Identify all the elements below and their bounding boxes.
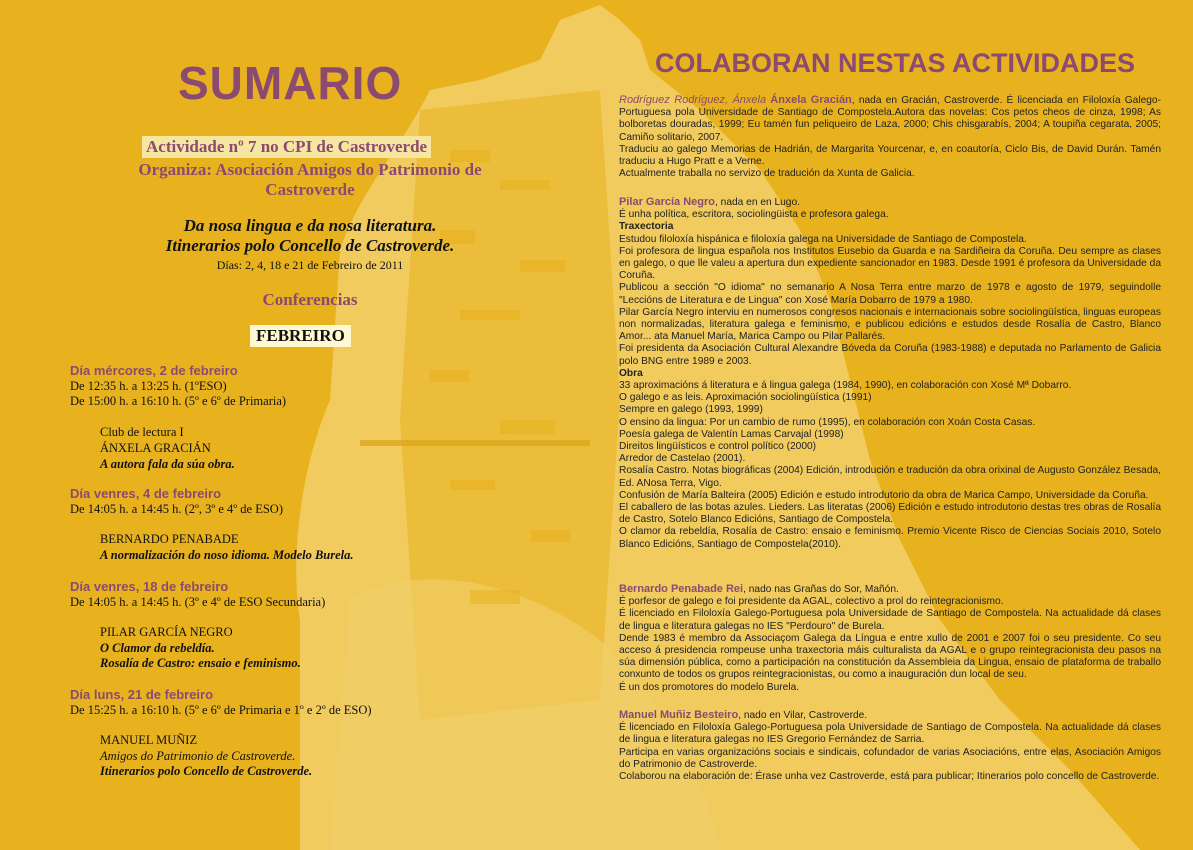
theme-line-1: Da nosa lingua e da nosa literatura. [183, 216, 437, 235]
activity-label: Actividade nº 7 no CPI de Castroverde [142, 136, 431, 158]
bio-name: Manuel Muñiz Besteiro [619, 709, 739, 721]
bio-line: É un dos promotores do modelo Burela. [619, 681, 800, 693]
bio-intro: , nada en en Lugo. [715, 197, 800, 208]
bio-line: É porfesor de galego e foi presidente da AGAL, colectivo a prol do reintegracionismo. [619, 596, 1004, 608]
speaker-name: ÁNXELA GRACIÁN [100, 441, 211, 455]
bio-line: Participa en varias organizacións sociais e sindicais, cofundador de varias Asociacións, entre elas, Asociación Amigos do Patrimonio de Castroverde. [619, 746, 1161, 770]
bio-line: O ensino da lingua: Por un cambio de rumo (1995), en colaboración con Xoán Costa Casas. [619, 416, 1036, 428]
day-heading: Día luns, 21 de febreiro [70, 687, 214, 702]
talk-title: A normalización do noso idioma. Modelo Burela. [100, 548, 354, 562]
speaker-name: PILAR GARCÍA NEGRO [100, 625, 233, 639]
bio-line: Colaborou na elaboración de: Érase unha vez Castroverde, está para publicar; Itinerarios polo concello de Castroverde. [619, 771, 1160, 783]
bio-section-heading: Obra [619, 367, 643, 379]
dates-text: Días: 2, 4, 18 e 21 de Febreiro de 2011 [216, 258, 404, 272]
bio-line: É licenciado en Filoloxía Galego-Portuguesa pola Universidade de Santiago de Compostela. Na actualidade dá clases de lingua e literatura galegas no IES "Perdouro" de Burela. [619, 608, 1161, 632]
bio-line: Actualmente traballa no servizo de tradución da Xunta de Galicia. [619, 168, 915, 180]
talk-title: A autora fala da súa obra. [100, 457, 235, 471]
bio-line: Rosalía Castro. Notas biográficas (2004) Edición, introdución e tradución da obra orixinal de Augusto González Besada, Ed. ANosa Terra, Vigo. [619, 465, 1161, 489]
speaker-name: BERNARDO PENABADE [100, 532, 239, 546]
bio-manuel [619, 709, 1161, 783]
day-heading: Día mércores, 2 de febreiro [70, 363, 238, 378]
bio-line: O clamor da rebeldía, Rosalía de Castro: ensaio e feminismo. Premio Vicente Risco de Ciencias Sociais 2010, Sotelo Blanco Edicións, Santiago de Compostela(2010). [619, 526, 1161, 550]
day-heading: Día venres, 4 de febreiro [70, 486, 222, 501]
conferences-label: Conferencias [262, 290, 358, 309]
bio-line: É unha política, escritora, sociolingüista e profesora galega. [619, 209, 889, 221]
bio-line: O galego e as leis. Aproximación sociolingüística (1991) [619, 392, 872, 404]
bio-name: Bernardo Penabade Rei [619, 583, 744, 595]
bio-line: Confusión de María Balteira (2005) Edición e estudo introdutorio da obra de Marica Campo, Universidade da Coruña. [619, 489, 1149, 501]
bio-intro: , nado en Vilar, Castroverde. [738, 710, 868, 721]
bio-line: , nada en Gracián, Castroverde. É licenciada en Filoloxía Galego-Portuguesa pola Universidade de Santiago de Compostela.Autora das novelas: Cos petos cheos de cinza, 1998; As bolboretas douradas, 1999; Eu tamén fun peliqueiro de Laza, 2000; Chis chisgarabís, 2004; A toupiña cegarata, 2005; Camiño solitario, 2007. [619, 95, 1161, 143]
bio-line: Traduciu ao galego Memorias de Hadrián, de Margarita Yourcenar, e, en coautoría, Ciclo Bis, de David Durán. Tamén traduciu a Hugo Pratt e a Verne. [619, 143, 1161, 168]
bio-section-heading: Traxectoria [619, 221, 674, 233]
theme-line-2: Itinerarios polo Concello de Castroverde. [165, 236, 455, 255]
speaker-affiliation: Amigos do Patrimonio de Castroverde. [100, 749, 296, 763]
bio-line: Foi presidenta da Asociación Cultural Alexandre Bóveda da Coruña (1983-1988) e deputada no Parlamento de Galicia polo BNG entre 1989 e 2003. [619, 343, 1161, 367]
bio-anxela [619, 94, 1161, 180]
talk-title: Rosalía de Castro: ensaio e feminismo. [100, 656, 301, 670]
bio-line: Poesía galega de Valentín Lamas Carvajal (1998) [619, 428, 844, 440]
bio-line: 33 aproximacións á literatura e á lingua galega (1984, 1990), en colaboración con Xosé Mª Dobarro. [619, 380, 1072, 392]
bio-line: Estudou filoloxía hispánica e filoloxía galega na Universidade de Santiago de Compostela. [619, 233, 1027, 245]
collaborators-title: COLABORAN NESTAS ACTIVIDADES [655, 48, 1136, 78]
schedule-time: De 15:25 h. a 16:10 h. (5º e 6º de Primaria e 1º e 2º de ESO) [70, 703, 372, 717]
talk-title: Itinerarios polo Concello de Castroverde. [100, 764, 313, 778]
theme-heading [100, 216, 520, 256]
organizer-text: Organiza: Asociación Amigos do Patrimonio de Castroverde [138, 160, 482, 199]
summary-title: SUMARIO [178, 57, 403, 109]
bio-line: Arredor de Castelao (2001). [619, 453, 746, 465]
schedule-time: De 14:05 h. a 14:45 h. (3º e 4º de ESO Secundaria) [70, 595, 326, 609]
bio-bernardo [619, 583, 1161, 694]
bio-line: Foi profesora de lingua española nos Institutos Eusebio da Guarda e na Sardiñeira da Coruña. Deu sempre as clases en galego, o que lle valeu a apertura dun expediente sancionador en 1983. Desde 1991 é profesora da Universidade da Coruña. [619, 245, 1161, 282]
month-badge: FEBREIRO [250, 325, 351, 347]
bio-line: Publicou a sección "O idioma" no semanario A Nosa Terra entre marzo de 1978 e agosto de 1979, seguindolle "Leccións de Literatura e de Lingua" con Xosé María Dobarro de 1979 a 1980. [619, 282, 1161, 306]
schedule-time: De 14:05 h. a 14:45 h. (2º, 3º e 4º de ESO) [70, 502, 283, 516]
bio-name: Pilar García Negro [619, 196, 715, 208]
bio-intro: , nado nas Grañas do Sor, Mañón. [743, 584, 899, 595]
bio-line: É licenciado en Filoloxía Galego-Portuguesa pola Universidade de Santiago de Compostela. Na actualidade dá clases de lingua e literatura galegas no IES Gregorio Fernández de Sarria. [619, 722, 1161, 746]
bio-line: El caballero de las botas azules. Lieders. Las literatas (2006) Edición e estudo introdutorio destas tres obras de Rosalía de Castro, Sotelo Blanco Edicións, Santiago de Compostela. [619, 502, 1161, 526]
bio-line: Dende 1983 é membro da Associaçom Galega da Língua e entre xullo de 2001 e 2007 foi o seu presidente. Co seu acceso á presidencia rompeuse unha traxectoria máis culturalista da AGAL e o grupo reintegracionista deu pasos na súa dimensión pública, como a participación na constitución da Assembleia da Lingua, ensaio de plataforma de traballo conxunto de todos os grupos reintegracionistas, ou como a inauguración dun local de seu. [619, 632, 1161, 681]
schedule-time: De 12:35 h. a 13:25 h. (1ºESO) [70, 379, 227, 393]
bio-full-name: Rodríguez Rodríguez, Ánxela [619, 94, 767, 106]
club-label: Club de lectura I [100, 425, 184, 439]
bio-pilar [619, 196, 1161, 551]
bio-line: Sempre en galego (1993, 1999) [619, 404, 763, 416]
schedule-time: De 15:00 h. a 16:10 h. (5º e 6º de Primaria) [70, 394, 287, 408]
bio-line: Pilar García Negro interviu en numerosos congresos nacionais e internacionais sobre sociolingüística, linguas europeas non normalizadas, literatura galega e feminismo, e publicou edicións e estudos desde Rosalía de Castro, Blanco Amor... ata Manuel María, Marica Campo ou Pilar Pallarés. [619, 306, 1161, 343]
talk-title: O Clamor da rebeldía. [100, 641, 215, 655]
bio-name: Ánxela Gracián [770, 94, 852, 106]
day-heading: Día venres, 18 de febreiro [70, 579, 229, 594]
bio-line: Direitos lingüísticos e control político (2000) [619, 441, 817, 453]
speaker-name: MANUEL MUÑIZ [100, 733, 198, 747]
